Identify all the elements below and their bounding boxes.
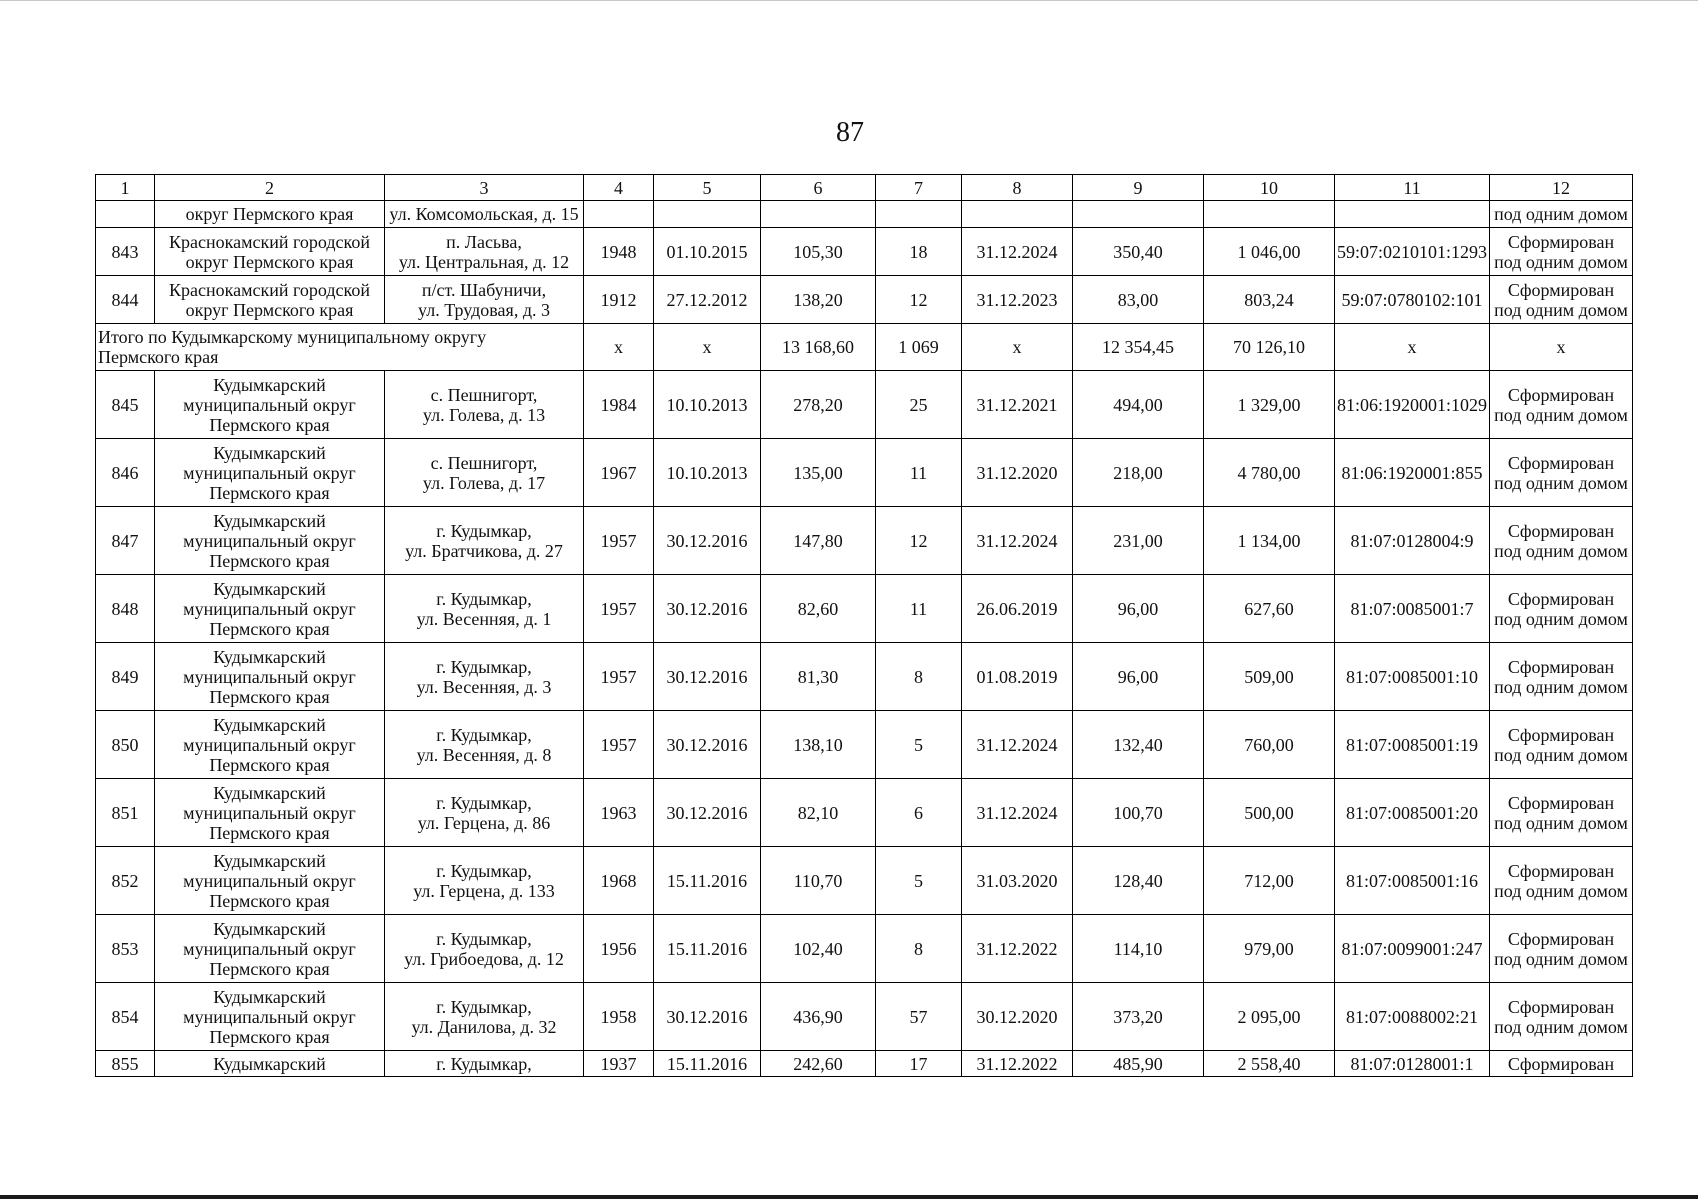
area-cell: 979,00: [1204, 915, 1335, 983]
total-date-cell: х: [654, 324, 761, 371]
date-cell: 15.11.2016: [654, 847, 761, 915]
table-body: [96, 175, 1633, 1077]
year-cell: 1957: [584, 507, 654, 575]
address-cell: ул. Комсомольская, д. 15: [385, 201, 584, 228]
date-cell: 27.12.2012: [654, 276, 761, 324]
date-cell: 30.12.2016: [654, 983, 761, 1051]
total-cadastral-number-cell: х: [1335, 324, 1490, 371]
area-cell: 436,90: [761, 983, 876, 1051]
date-cell: 15.11.2016: [654, 915, 761, 983]
area-cell: 627,60: [1204, 575, 1335, 643]
total-year-cell: х: [584, 324, 654, 371]
land-plot-status-cell: Сформирован под одним домом: [1490, 983, 1633, 1051]
area-cell: 373,20: [1073, 983, 1204, 1051]
column-number-header-cell: 1: [96, 175, 155, 201]
address-cell: п. Ласьва, ул. Центральная, д. 12: [385, 228, 584, 276]
column-number-header-cell: 2: [155, 175, 385, 201]
total-area-cell: 13 168,60: [761, 324, 876, 371]
date-cell: 30.12.2016: [654, 779, 761, 847]
count-cell: 57: [876, 983, 962, 1051]
deadline-cell: 26.06.2019: [962, 575, 1073, 643]
land-plot-status-cell: Сформирован под одним домом: [1490, 643, 1633, 711]
table-row: [96, 711, 1633, 779]
year-cell: 1984: [584, 371, 654, 439]
area-cell: 803,24: [1204, 276, 1335, 324]
table-row: [96, 1051, 1633, 1077]
land-plot-status-cell: Сформирован под одним домом: [1490, 915, 1633, 983]
housing-registry-table: [95, 174, 1633, 1077]
column-number-header-cell: 12: [1490, 175, 1633, 201]
page-number: 87: [836, 117, 864, 148]
column-number-header-cell: 5: [654, 175, 761, 201]
land-plot-status-cell: Сформирован под одним домом: [1490, 779, 1633, 847]
municipality-cell: Краснокамский городской округ Пермского края: [155, 276, 385, 324]
row-number-cell: 843: [96, 228, 155, 276]
cadastral-number-cell: 59:07:0780102:101: [1335, 276, 1490, 324]
area-cell: 1 329,00: [1204, 371, 1335, 439]
row-number-cell: 847: [96, 507, 155, 575]
area-cell: 135,00: [761, 439, 876, 507]
land-plot-status-cell: Сформирован под одним домом: [1490, 847, 1633, 915]
area-cell: 147,80: [761, 507, 876, 575]
scan-top-edge: [0, 0, 1698, 1]
deadline-cell: 31.12.2022: [962, 915, 1073, 983]
land-plot-status-cell: под одним домом: [1490, 201, 1633, 228]
date-cell: 10.10.2013: [654, 439, 761, 507]
area-cell: 82,10: [761, 779, 876, 847]
area-cell: 218,00: [1073, 439, 1204, 507]
municipality-cell: Кудымкарский муниципальный округ Пермского края: [155, 847, 385, 915]
address-cell: г. Кудымкар, ул. Герцена, д. 86: [385, 779, 584, 847]
table-header-row: [96, 175, 1633, 201]
area-cell: 100,70: [1073, 779, 1204, 847]
address-cell: г. Кудымкар,: [385, 1051, 584, 1077]
year-cell: 1957: [584, 711, 654, 779]
total-count-cell: 1 069: [876, 324, 962, 371]
area-cell: 105,30: [761, 228, 876, 276]
land-plot-status-cell: Сформирован под одним домом: [1490, 439, 1633, 507]
year-cell: 1937: [584, 1051, 654, 1077]
address-cell: г. Кудымкар, ул. Весенняя, д. 1: [385, 575, 584, 643]
municipality-cell: Кудымкарский муниципальный округ Пермского края: [155, 575, 385, 643]
area-cell: 138,20: [761, 276, 876, 324]
cadastral-number-cell: 81:07:0085001:20: [1335, 779, 1490, 847]
date-cell: 10.10.2013: [654, 371, 761, 439]
address-cell: п/ст. Шабуничи, ул. Трудовая, д. 3: [385, 276, 584, 324]
cadastral-number-cell: 81:06:1920001:855: [1335, 439, 1490, 507]
row-number-cell: 850: [96, 711, 155, 779]
scan-bottom-edge: [0, 1195, 1698, 1199]
area-cell: [1204, 201, 1335, 228]
address-cell: г. Кудымкар, ул. Грибоедова, д. 12: [385, 915, 584, 983]
address-cell: с. Пешнигорт, ул. Голева, д. 13: [385, 371, 584, 439]
land-plot-status-cell: Сформирован под одним домом: [1490, 711, 1633, 779]
year-cell: 1968: [584, 847, 654, 915]
table-row: [96, 439, 1633, 507]
row-number-cell: 849: [96, 643, 155, 711]
area-cell: 83,00: [1073, 276, 1204, 324]
area-cell: 1 046,00: [1204, 228, 1335, 276]
municipality-cell: Кудымкарский муниципальный округ Пермского края: [155, 983, 385, 1051]
year-cell: 1957: [584, 643, 654, 711]
area-cell: [1073, 201, 1204, 228]
deadline-cell: 31.12.2024: [962, 779, 1073, 847]
cadastral-number-cell: [1335, 201, 1490, 228]
count-cell: 17: [876, 1051, 962, 1077]
land-plot-status-cell: Сформирован под одним домом: [1490, 507, 1633, 575]
land-plot-status-cell: Сформирован под одним домом: [1490, 371, 1633, 439]
area-cell: 500,00: [1204, 779, 1335, 847]
count-cell: 18: [876, 228, 962, 276]
column-number-header-cell: 8: [962, 175, 1073, 201]
table-row: [96, 228, 1633, 276]
area-cell: 509,00: [1204, 643, 1335, 711]
area-cell: 138,10: [761, 711, 876, 779]
count-cell: 12: [876, 507, 962, 575]
cadastral-number-cell: 59:07:0210101:1293: [1335, 228, 1490, 276]
deadline-cell: 31.12.2021: [962, 371, 1073, 439]
area-cell: 96,00: [1073, 575, 1204, 643]
row-number-cell: 854: [96, 983, 155, 1051]
year-cell: 1956: [584, 915, 654, 983]
table-row: [96, 779, 1633, 847]
area-cell: 4 780,00: [1204, 439, 1335, 507]
total-area-cell: 70 126,10: [1204, 324, 1335, 371]
area-cell: 1 134,00: [1204, 507, 1335, 575]
year-cell: [584, 201, 654, 228]
area-cell: 760,00: [1204, 711, 1335, 779]
count-cell: 11: [876, 575, 962, 643]
row-number-cell: 851: [96, 779, 155, 847]
cadastral-number-cell: 81:07:0085001:19: [1335, 711, 1490, 779]
land-plot-status-cell: Сформирован под одним домом: [1490, 276, 1633, 324]
count-cell: 12: [876, 276, 962, 324]
municipality-cell: Кудымкарский муниципальный округ Пермского края: [155, 779, 385, 847]
address-cell: г. Кудымкар, ул. Братчикова, д. 27: [385, 507, 584, 575]
municipality-cell: Кудымкарский муниципальный округ Пермского края: [155, 439, 385, 507]
table-row: [96, 643, 1633, 711]
total-area-cell: 12 354,45: [1073, 324, 1204, 371]
area-cell: 712,00: [1204, 847, 1335, 915]
total-label-cell: Итого по Кудымкарскому муниципальному округу Пермского края: [96, 324, 584, 371]
column-number-header-cell: 7: [876, 175, 962, 201]
cadastral-number-cell: 81:07:0099001:247: [1335, 915, 1490, 983]
count-cell: 25: [876, 371, 962, 439]
land-plot-status-cell: Сформирован: [1490, 1051, 1633, 1077]
year-cell: 1912: [584, 276, 654, 324]
deadline-cell: 31.03.2020: [962, 847, 1073, 915]
address-cell: г. Кудымкар, ул. Данилова, д. 32: [385, 983, 584, 1051]
area-cell: 102,40: [761, 915, 876, 983]
date-cell: 30.12.2016: [654, 507, 761, 575]
area-cell: 2 558,40: [1204, 1051, 1335, 1077]
address-cell: с. Пешнигорт, ул. Голева, д. 17: [385, 439, 584, 507]
row-number-cell: 844: [96, 276, 155, 324]
municipality-cell: Кудымкарский муниципальный округ Пермского края: [155, 711, 385, 779]
address-cell: г. Кудымкар, ул. Весенняя, д. 3: [385, 643, 584, 711]
cadastral-number-cell: 81:07:0128001:1: [1335, 1051, 1490, 1077]
area-cell: 81,30: [761, 643, 876, 711]
deadline-cell: 31.12.2024: [962, 507, 1073, 575]
total-row: [96, 324, 1633, 371]
address-cell: г. Кудымкар, ул. Герцена, д. 133: [385, 847, 584, 915]
area-cell: 494,00: [1073, 371, 1204, 439]
area-cell: 96,00: [1073, 643, 1204, 711]
count-cell: [876, 201, 962, 228]
row-number-cell: 853: [96, 915, 155, 983]
table-row: [96, 276, 1633, 324]
deadline-cell: 31.12.2022: [962, 1051, 1073, 1077]
year-cell: 1963: [584, 779, 654, 847]
column-number-header-cell: 10: [1204, 175, 1335, 201]
column-number-header-cell: 6: [761, 175, 876, 201]
address-cell: г. Кудымкар, ул. Весенняя, д. 8: [385, 711, 584, 779]
column-number-header-cell: 11: [1335, 175, 1490, 201]
column-number-header-cell: 9: [1073, 175, 1204, 201]
cadastral-number-cell: 81:07:0085001:16: [1335, 847, 1490, 915]
date-cell: 30.12.2016: [654, 575, 761, 643]
row-number-cell: 845: [96, 371, 155, 439]
area-cell: 485,90: [1073, 1051, 1204, 1077]
area-cell: 114,10: [1073, 915, 1204, 983]
date-cell: 30.12.2016: [654, 711, 761, 779]
table-row: [96, 201, 1633, 228]
municipality-cell: Краснокамский городской округ Пермского края: [155, 228, 385, 276]
deadline-cell: [962, 201, 1073, 228]
municipality-cell: Кудымкарский муниципальный округ Пермского края: [155, 371, 385, 439]
table-row: [96, 915, 1633, 983]
column-number-header-cell: 3: [385, 175, 584, 201]
area-cell: 278,20: [761, 371, 876, 439]
table-row: [96, 983, 1633, 1051]
year-cell: 1948: [584, 228, 654, 276]
row-number-cell: 848: [96, 575, 155, 643]
cadastral-number-cell: 81:06:1920001:1029: [1335, 371, 1490, 439]
land-plot-status-cell: Сформирован под одним домом: [1490, 575, 1633, 643]
municipality-cell: округ Пермского края: [155, 201, 385, 228]
count-cell: 6: [876, 779, 962, 847]
date-cell: 30.12.2016: [654, 643, 761, 711]
area-cell: [761, 201, 876, 228]
date-cell: 01.10.2015: [654, 228, 761, 276]
year-cell: 1958: [584, 983, 654, 1051]
deadline-cell: 01.08.2019: [962, 643, 1073, 711]
total-deadline-cell: х: [962, 324, 1073, 371]
area-cell: 242,60: [761, 1051, 876, 1077]
land-plot-status-cell: Сформирован под одним домом: [1490, 228, 1633, 276]
row-number-cell: 855: [96, 1051, 155, 1077]
area-cell: 2 095,00: [1204, 983, 1335, 1051]
table-row: [96, 847, 1633, 915]
area-cell: 110,70: [761, 847, 876, 915]
area-cell: 231,00: [1073, 507, 1204, 575]
count-cell: 8: [876, 643, 962, 711]
total-land-plot-status-cell: х: [1490, 324, 1633, 371]
cadastral-number-cell: 81:07:0085001:10: [1335, 643, 1490, 711]
row-number-cell: [96, 201, 155, 228]
count-cell: 5: [876, 847, 962, 915]
count-cell: 11: [876, 439, 962, 507]
table-row: [96, 507, 1633, 575]
area-cell: 82,60: [761, 575, 876, 643]
count-cell: 8: [876, 915, 962, 983]
municipality-cell: Кудымкарский муниципальный округ Пермского края: [155, 915, 385, 983]
date-cell: [654, 201, 761, 228]
deadline-cell: 31.12.2023: [962, 276, 1073, 324]
deadline-cell: 31.12.2024: [962, 711, 1073, 779]
cadastral-number-cell: 81:07:0088002:21: [1335, 983, 1490, 1051]
count-cell: 5: [876, 711, 962, 779]
table-row: [96, 371, 1633, 439]
area-cell: 128,40: [1073, 847, 1204, 915]
date-cell: 15.11.2016: [654, 1051, 761, 1077]
municipality-cell: Кудымкарский муниципальный округ Пермского края: [155, 643, 385, 711]
municipality-cell: Кудымкарский: [155, 1051, 385, 1077]
row-number-cell: 852: [96, 847, 155, 915]
deadline-cell: 30.12.2020: [962, 983, 1073, 1051]
year-cell: 1957: [584, 575, 654, 643]
table-row: [96, 575, 1633, 643]
area-cell: 132,40: [1073, 711, 1204, 779]
year-cell: 1967: [584, 439, 654, 507]
deadline-cell: 31.12.2024: [962, 228, 1073, 276]
cadastral-number-cell: 81:07:0085001:7: [1335, 575, 1490, 643]
area-cell: 350,40: [1073, 228, 1204, 276]
deadline-cell: 31.12.2020: [962, 439, 1073, 507]
cadastral-number-cell: 81:07:0128004:9: [1335, 507, 1490, 575]
municipality-cell: Кудымкарский муниципальный округ Пермского края: [155, 507, 385, 575]
row-number-cell: 846: [96, 439, 155, 507]
column-number-header-cell: 4: [584, 175, 654, 201]
